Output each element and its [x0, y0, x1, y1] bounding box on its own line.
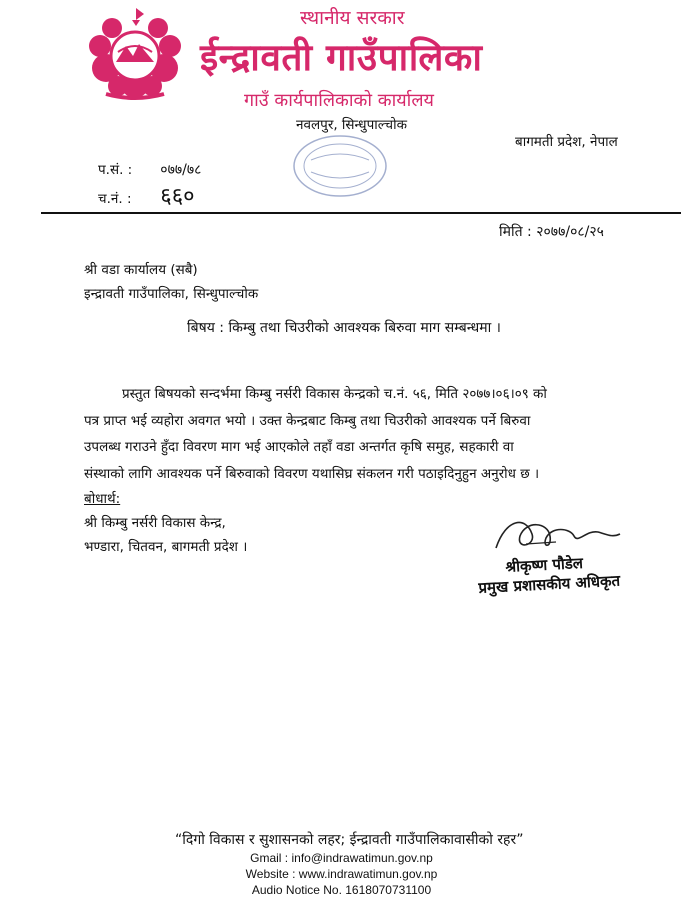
date-label: मिति : [499, 224, 532, 240]
date-value: २०७७/०८/२५ [536, 224, 604, 240]
cc-heading: बोधार्थ: [84, 491, 121, 507]
cc-line-1: श्री किम्बु नर्सरी विकास केन्द्र, [84, 515, 226, 531]
footer-audio-notice: Audio Notice No. 1618070731100 [251, 883, 432, 897]
reference-chn-row [98, 180, 195, 210]
header-divider [41, 212, 681, 214]
municipality-name: ईन्द्रावती गाउँपालिका [200, 36, 483, 79]
signatory-name: श्रीकृष्ण पौडेल [505, 553, 584, 576]
reference-ps-row [98, 160, 201, 179]
ps-label: प.सं. : [98, 162, 133, 178]
footer-motto: “दिगो विकास र सुशासनको लहर; ईन्द्रावती गाउँपालिकावासीको रहर” [175, 832, 524, 848]
nepal-emblem-icon [86, 6, 184, 102]
ps-value: ०७७/७८ [160, 162, 202, 178]
signatory-title: प्रमुख प्रशासकीय अधिकृत [478, 571, 621, 597]
footer-website: Website : www.indrawatimun.gov.np [245, 867, 438, 881]
letter-subject: बिषय : किम्बु तथा चिउरीको आवश्यक बिरुवा माग सम्बन्धमा । [187, 320, 501, 336]
province-label: बागमती प्रदेश, नेपाल [515, 134, 618, 150]
chn-label: च.नं. : [98, 191, 132, 207]
office-address: नवलपुर, सिन्धुपाल्चोक [296, 117, 407, 133]
cc-line-2: भण्डारा, चितवन, बागमती प्रदेश । [84, 539, 248, 555]
body-line-1: प्रस्तुत बिषयको सन्दर्भमा किम्बु नर्सरी विकास केन्द्रको च.नं. ५६, मिति २०७७।०६।०९ को [122, 386, 547, 402]
body-line-2: पत्र प्राप्त भई व्यहोरा अवगत भयो । उक्त केन्द्रबाट किम्बु तथा चिउरीको आवश्यक पर्ने बिरुवा [84, 412, 531, 429]
recipient-block [84, 258, 258, 306]
body-line-4: संस्थाको लागि आवश्यक पर्ने बिरुवाको विवरण यथासिघ्र संकलन गरी पठाइदिनुहुन अनुरोध छ । [84, 465, 540, 482]
chn-value: ६६० [160, 184, 195, 209]
office-name: गाउँ कार्यपालिकाको कार्यालय [244, 90, 434, 111]
footer-gmail: Gmail : info@indrawatimun.gov.np [250, 851, 433, 865]
office-stamp [285, 130, 395, 202]
letter-date [499, 222, 604, 241]
recipient-line-2: इन्द्रावती गाउँपालिका, सिन्धुपाल्चोक [84, 286, 259, 302]
body-line-3: उपलब्ध गराउने हुँदा विवरण माग भई आएकोले तहाँ वडा अन्तर्गत कृषि समुह, सहकारी वा [84, 439, 514, 455]
recipient-line-1: श्री वडा कार्यालय (सबै) [84, 262, 198, 278]
government-label: स्थानीय सरकार [300, 7, 405, 29]
letter-body [84, 381, 644, 487]
